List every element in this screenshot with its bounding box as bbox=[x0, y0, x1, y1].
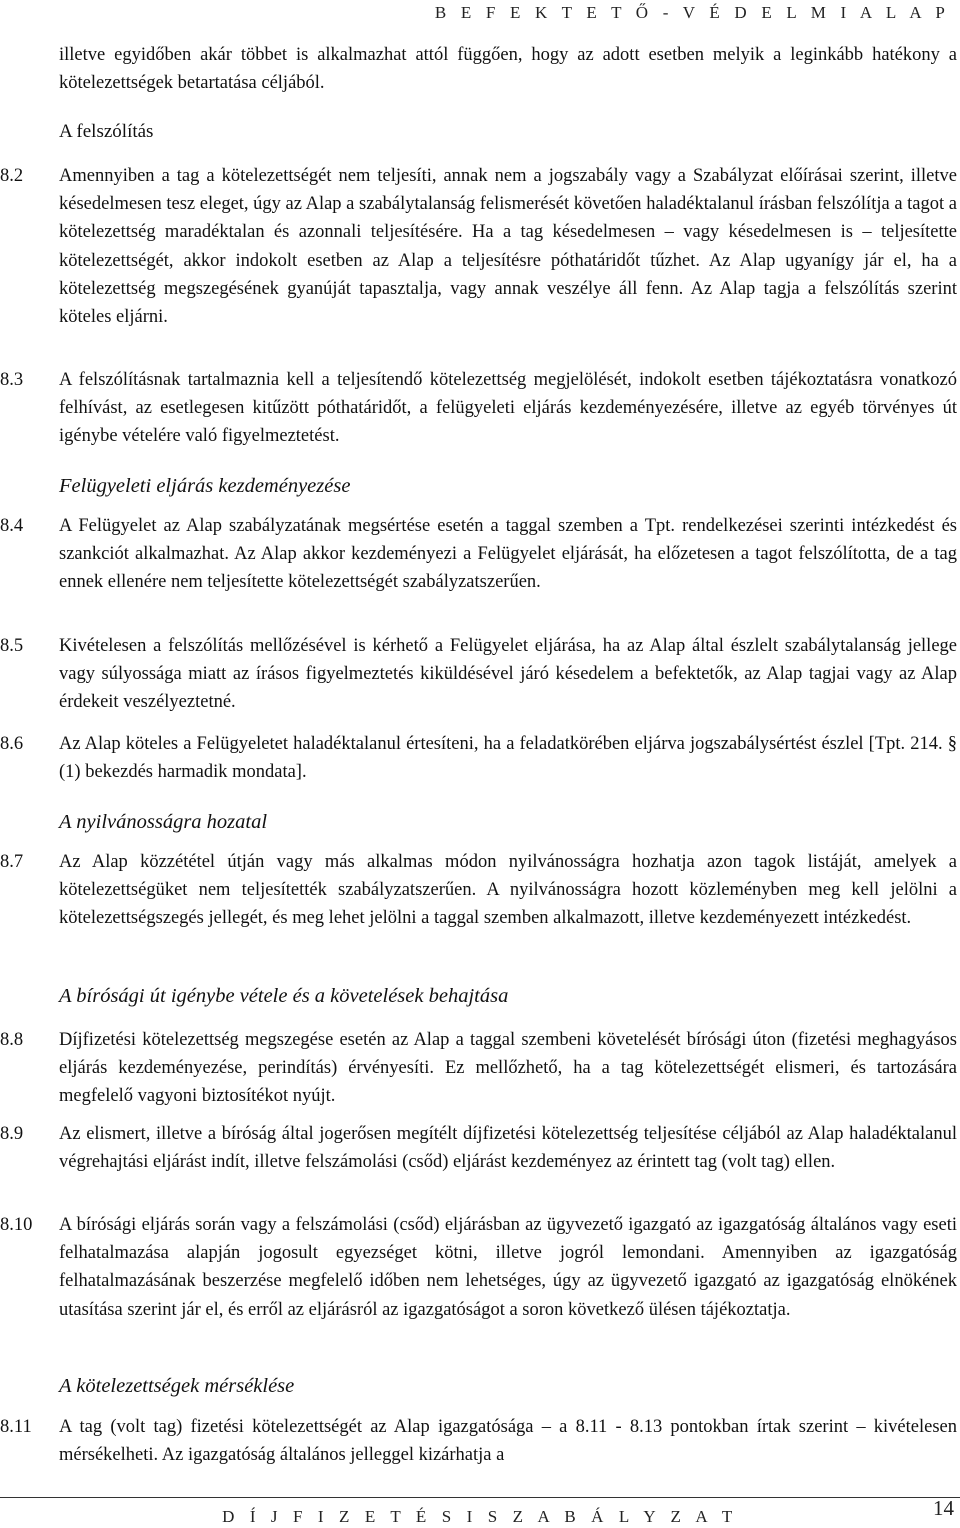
section-number: 8.4 bbox=[0, 516, 24, 536]
running-header: B E F E K T E T Ő - V É D E L M I A L A P bbox=[434, 3, 950, 22]
footer-divider bbox=[0, 1497, 960, 1498]
section-heading: A nyilvánosságra hozatal bbox=[59, 811, 268, 833]
section-text: Az elismert, illetve a bíróság által jogerősen megítélt díjfizetési kötelezettség teljesítése céljából az Alap haladéktalanul végrehajtási eljárást indít, illetve felszámolási (csőd) eljárást kezdeményez az érintett tag (volt tag) ellen. bbox=[59, 1124, 957, 1173]
section-heading: A felszólítás bbox=[59, 121, 154, 142]
section-number: 8.7 bbox=[0, 852, 24, 872]
section-text: Díjfizetési kötelezettség megszegése esetén az Alap a taggal szembeni követelését bírósági úton (fizetési meghagyásos eljárás kezdeményezése, perindítás) érvényesíti. Ez mellőzhető, ha a tag kötelezettségét elismeri, és tartozására megfelelő vagyoni biztosítékot nyújt. bbox=[59, 1030, 957, 1107]
section-heading: A kötelezettségek mérséklése bbox=[59, 1375, 295, 1397]
section-number: 8.2 bbox=[0, 166, 24, 186]
section-number: 8.8 bbox=[0, 1030, 24, 1050]
section-heading: A bírósági út igénybe vétele és a követelések behajtása bbox=[59, 985, 509, 1007]
section-text: Kivételesen a felszólítás mellőzésével is kérhető a Felügyelet eljárása, ha az Alap által észlelt szabálytalanság jellege vagy súlyossága miatt az írásos figyelmeztetés kiküldésével járó késedelem a befektetők, az Alap tagjai vagy az Alap érdekeit veszélyeztetné. bbox=[59, 636, 957, 713]
paragraph-text: illetve egyidőben akár többet is alkalmazhat attól függően, hogy az adott esetben melyik a leginkább hatékony a kötelezettségek betartatása céljából. bbox=[59, 45, 957, 94]
section-text: Az Alap közzététel útján vagy más alkalmas módon nyilvánosságra hozhatja azon tagok listáját, amelyek a kötelezettségüket nem teljesítették szabályzatszerűen. A nyilvánosságra hozott közleményben meg kell jelölni a kötelezettségszegés jellegét, és meg lehet jelölni a taggal szemben alkalmazott, illetve kezdeményezett intézkedést. bbox=[59, 852, 957, 929]
section-number: 8.9 bbox=[0, 1124, 24, 1144]
section-text: Az Alap köteles a Felügyeletet haladéktalanul értesíteni, ha a feladatkörében eljárva jogszabálysértést észlel [Tpt. 214. § (1) bekezdés harmadik mondata]. bbox=[59, 734, 957, 783]
section-heading: Felügyeleti eljárás kezdeményezése bbox=[59, 475, 351, 497]
section-number: 8.5 bbox=[0, 636, 24, 656]
section-text: Amennyiben a tag a kötelezettségét nem teljesíti, annak nem a jogszabály vagy a Szabályzat előírásai szerint, illetve késedelmesen tesz eleget, úgy az Alap a szabálytalanság felismerését követően haladéktalanul írásban felszólítja a tagot a kötelezettség maradéktalan és azonnali teljesítésére. Ha a tag késedelmesen – vagy késedelmesen is – teljesítette kötelezettségét, akkor indokolt esetben az Alap a teljesítésre póthatáridőt tűzhet. Az Alap ugyanígy jár el, ha a kötelezettség megszegésének gyanúját tapasztalja, vagy annak veszélye áll fenn. Az Alap tagja a felszólítás szerint köteles eljárni. bbox=[59, 166, 957, 328]
section-text: A Felügyelet az Alap szabályzatának megsértése esetén a taggal szemben a Tpt. rendelkezései szerinti intézkedést és szankciót alkalmazhat. Az Alap akkor kezdeményezi a Felügyelet eljárását, ha előzetesen a tagot felszólította, de a tag ennek ellenére nem teljesítette kötelezettségét szabályzatszerűen. bbox=[59, 516, 957, 593]
section-8-11 bbox=[0, 1413, 960, 1469]
section-text: A bírósági eljárás során vagy a felszámolási (csőd) eljárásban az ügyvezető igazgató az igazgatóság általános vagy eseti felhatalmazása alapján jogosult egyezséget kötni, illetve jogról lemondani. Amennyiben az igazgatóság felhatalmazásának beszerzése megfelelő időben nem lehetséges, úgy az ügyvezető igazgató az igazgatóság elnökének utasítása szerint jár el, és erről az eljárásról az igazgatóságot a soron következő ülésen tájékoztatja. bbox=[59, 1215, 957, 1320]
section-number: 8.3 bbox=[0, 370, 24, 390]
page-number: 14 bbox=[933, 1496, 954, 1520]
section-text: A felszólításnak tartalmaznia kell a teljesítendő kötelezettség megjelölését, indokolt esetben tájékoztatásra vonatkozó felhívást, az esetlegesen kitűzött póthatáridőt, a felügyeleti eljárás kezdeményezésére, illetve az egyéb törvényes út igénybe vételére való figyelmeztetést. bbox=[59, 370, 957, 447]
section-text: A tag (volt tag) fizetési kötelezettségét az Alap igazgatósága – a 8.11 - 8.13 pontokban írtak szerint – kivételesen mérsékelheti. Az igazgatóság általános jelleggel kizárhatja a bbox=[59, 1417, 957, 1466]
running-footer: D Í J F I Z E T É S I S Z A B Á L Y Z A T bbox=[222, 1507, 738, 1526]
section-number: 8.11 bbox=[0, 1417, 32, 1437]
section-number: 8.6 bbox=[0, 734, 24, 754]
section-number: 8.10 bbox=[0, 1215, 33, 1235]
